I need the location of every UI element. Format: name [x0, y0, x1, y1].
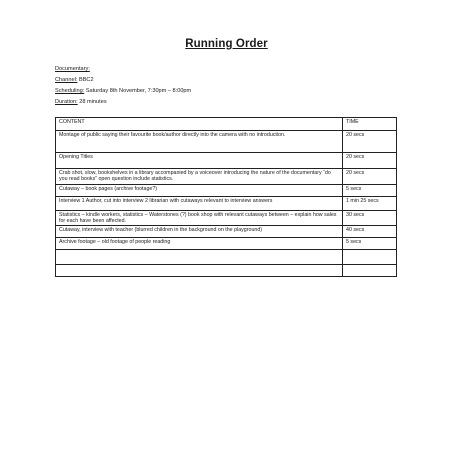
row-content: Cutaway – book pages (archive footage?)	[56, 185, 343, 197]
table-row	[56, 185, 397, 197]
row-content: Archive footage – old footage of people reading	[56, 237, 343, 249]
channel-label: Channel:	[55, 77, 78, 83]
scheduling-value: Saturday 8th November, 7:30pm – 8:00pm	[84, 88, 192, 94]
row-time: 1 min 25 secs	[343, 197, 397, 211]
table-row	[56, 169, 397, 185]
row-content: Montage of public saying their favourite book/author directly into the camera with no introduction.	[56, 131, 343, 153]
row-content	[56, 249, 343, 264]
scheduling-label: Scheduling:	[55, 88, 85, 94]
row-time	[343, 249, 397, 264]
duration-label: Duration:	[55, 99, 78, 105]
table-row	[56, 225, 397, 237]
table-row	[56, 131, 397, 153]
row-content: Interview 1 Author, cut into interview 2 librarian with cutaways relevant to interview answers	[56, 197, 343, 211]
meta-duration	[55, 99, 107, 106]
meta-scheduling	[55, 88, 191, 95]
running-order-table	[55, 117, 397, 277]
meta-channel	[55, 77, 94, 84]
documentary-label: Documentary:	[55, 66, 90, 72]
row-time: 5 secs	[343, 185, 397, 197]
row-content	[56, 264, 343, 276]
duration-value: 28 minutes	[77, 99, 107, 105]
row-content: Opening Titles	[56, 153, 343, 169]
table-header-row	[56, 118, 397, 131]
header-content: CONTENT	[56, 118, 343, 131]
table-row-empty	[56, 264, 397, 276]
row-time: 20 secs	[343, 131, 397, 153]
row-content: Statistics – kindle workers, statistics – Waterstones (?) book shop with relevant cutaways between – explain how sales for each have been affected.	[56, 211, 343, 226]
table-row	[56, 153, 397, 169]
table-row	[56, 211, 397, 226]
channel-value: BBC2	[77, 77, 94, 83]
table-row	[56, 237, 397, 249]
row-time: 20 secs	[343, 153, 397, 169]
row-time: 40 secs	[343, 225, 397, 237]
row-content: Crab shot, slow, bookshelves in a library accompanied by a voiceover introducing the nature of the documentary “do you read books” open question include statistics.	[56, 169, 343, 185]
header-time: TIME	[343, 118, 397, 131]
table-row	[56, 197, 397, 211]
row-time: 30 secs	[343, 211, 397, 226]
meta-documentary	[55, 66, 90, 73]
row-content: Cutaway, interview with teacher (blurred children in the background on the playground)	[56, 225, 343, 237]
page-title: Running Order	[185, 38, 268, 50]
row-time: 5 secs	[343, 237, 397, 249]
table-row-empty	[56, 249, 397, 264]
row-time	[343, 264, 397, 276]
row-time: 20 secs	[343, 169, 397, 185]
